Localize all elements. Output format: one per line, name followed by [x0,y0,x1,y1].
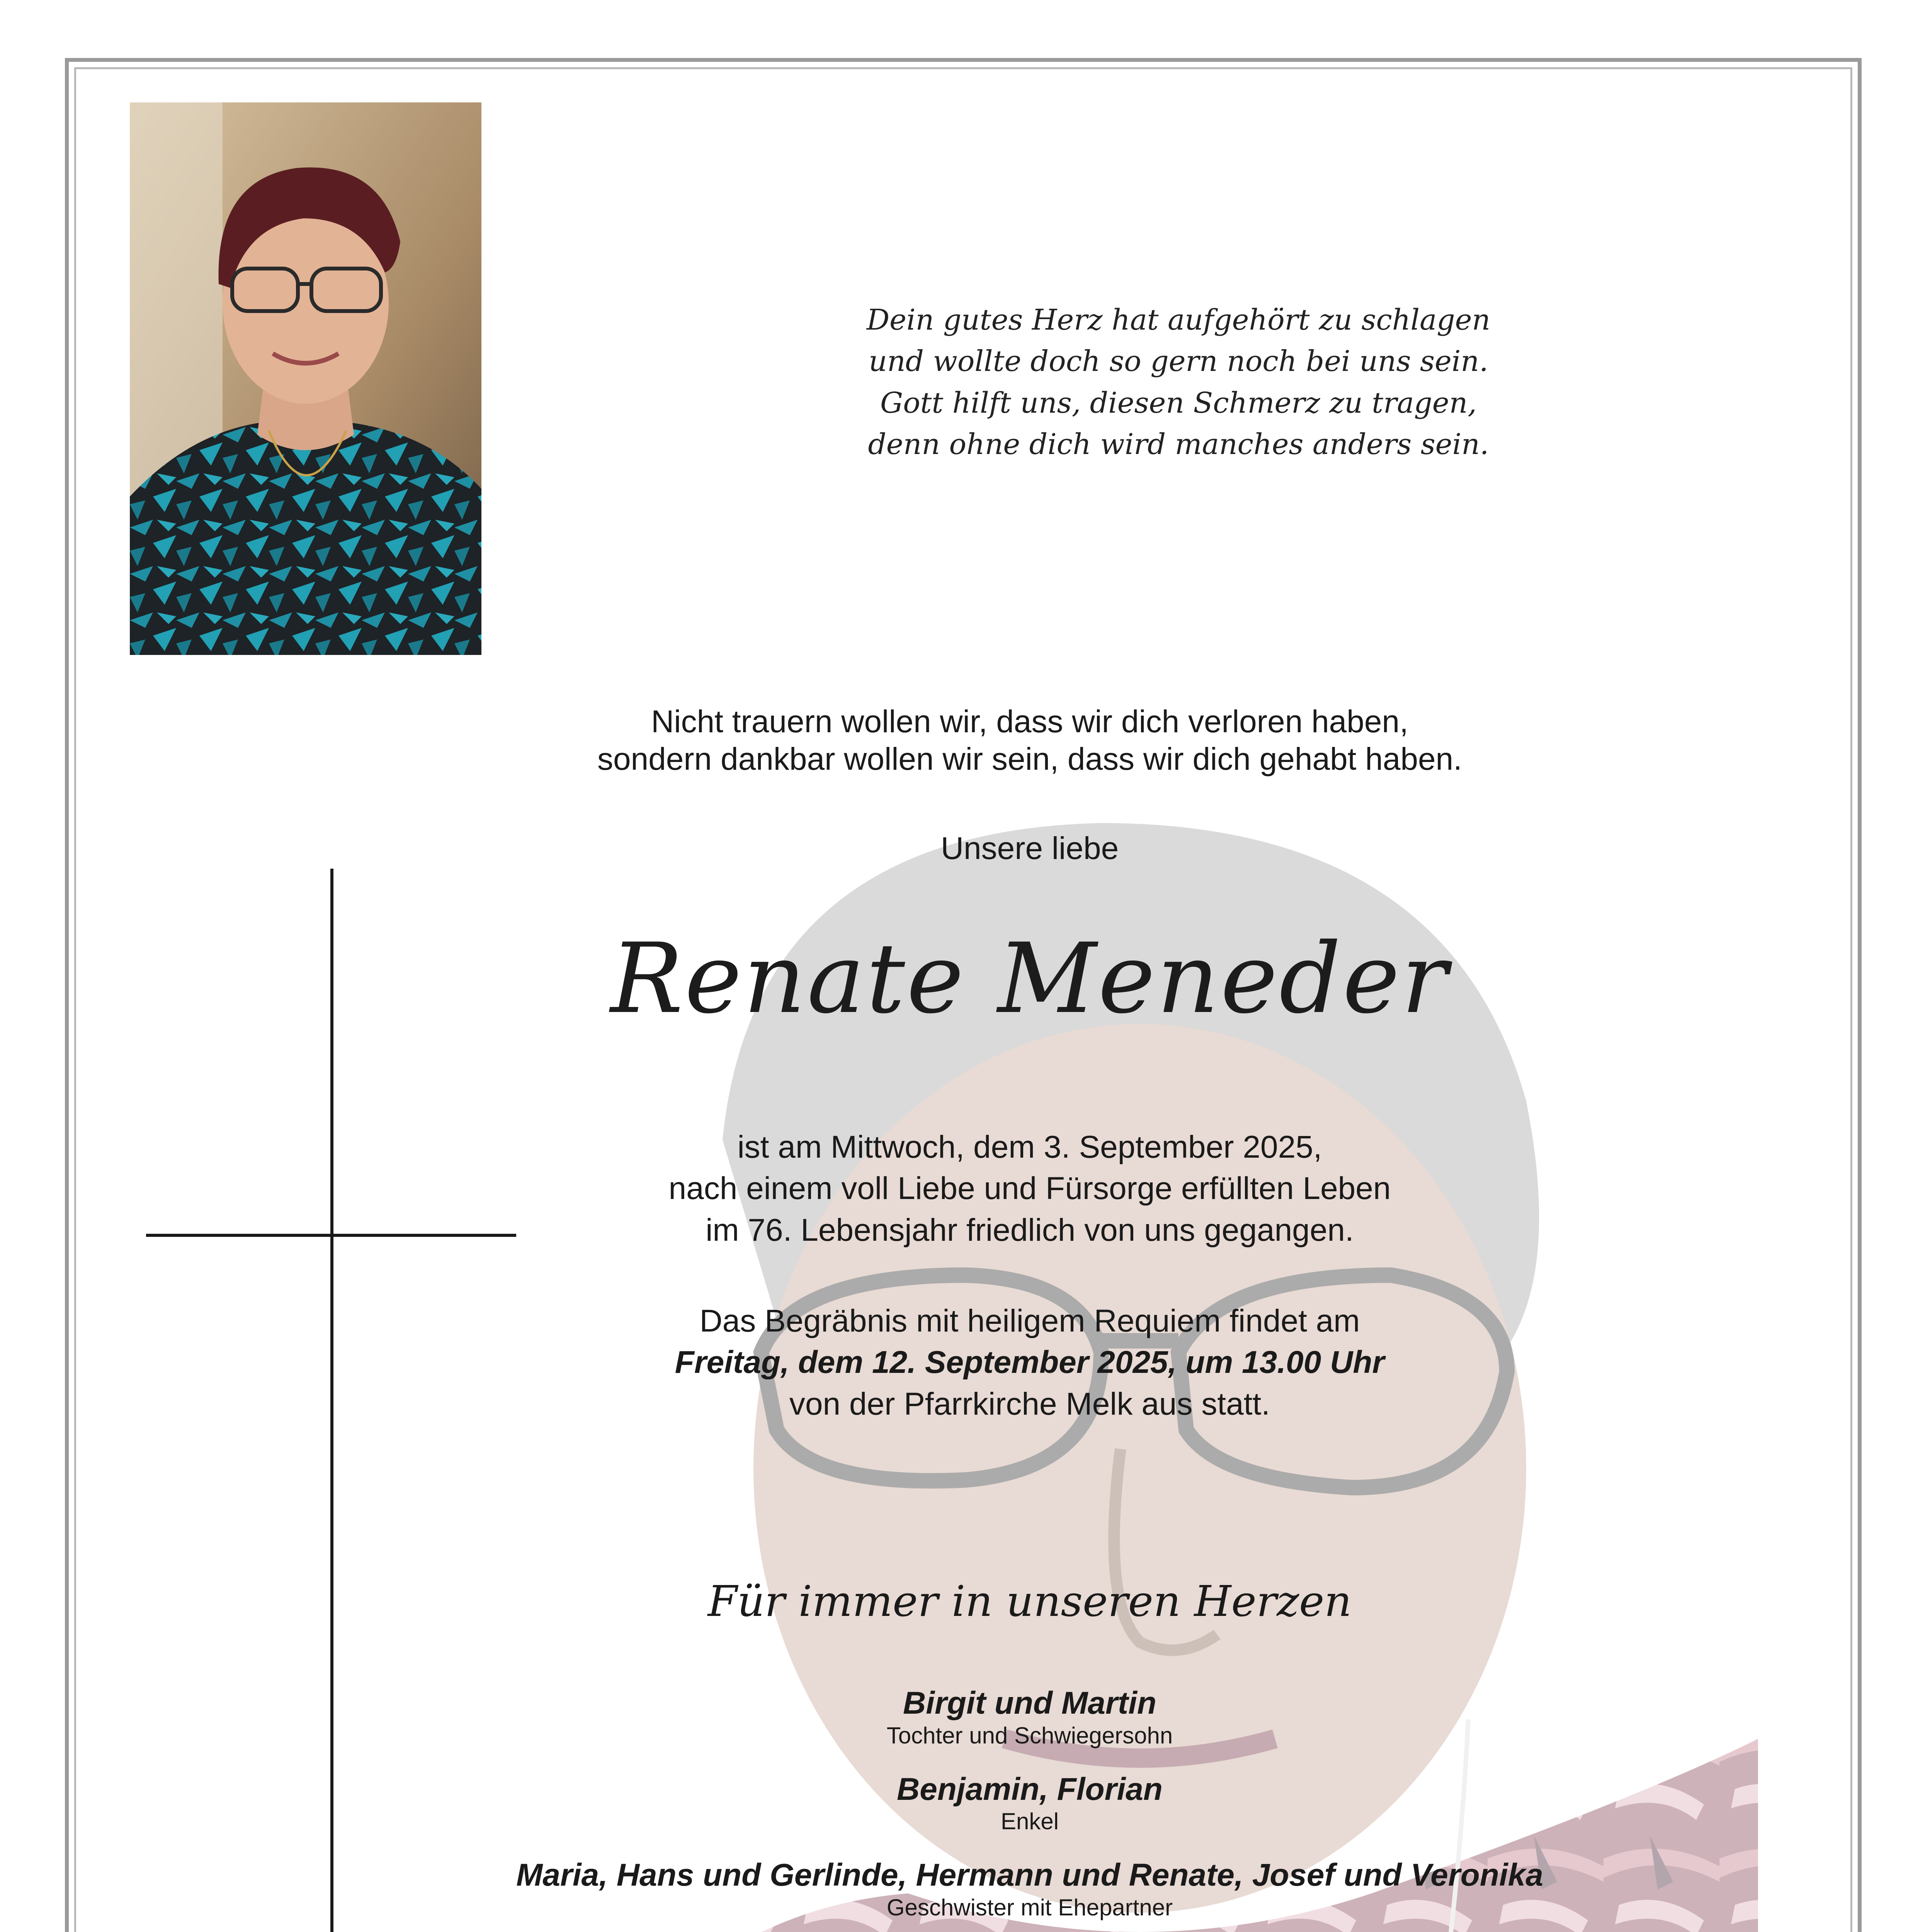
death-line: im 76. Lebensjahr friedlich von uns gegangen. [706,1212,1354,1248]
poem-line: denn ohne dich wird manches anders sein. [868,427,1489,461]
poem [773,299,1584,465]
mourner-relation: Enkel [1000,1808,1059,1835]
cross-vertical-bar [330,869,333,1932]
forever-heading: Für immer in unseren Herzen [707,1577,1352,1626]
mourner-group [386,1771,1673,1836]
funeral-date: Freitag, dem 12. September 2025, um 13.00 Uhr [675,1345,1385,1380]
poem-line: und wollte doch so gern noch bei uns sein. [869,345,1488,378]
poem-line: Dein gutes Herz hat aufgehört zu schlagen [866,303,1491,337]
mourner-names: Maria, Hans und Gerlinde, Hermann und Renate, Josef und Veronika [516,1857,1543,1893]
death-line: ist am Mittwoch, dem 3. September 2025, [737,1129,1322,1165]
funeral-line: Das Begräbnis mit heiligem Requiem findet am [699,1303,1360,1338]
funeral-notice [386,1300,1673,1425]
mourner-group [386,1857,1673,1922]
mourner-relation: Tochter und Schwiegersohn [886,1722,1173,1748]
quote-line: Nicht trauern wollen wir, dass wir dich verloren haben, [651,704,1408,739]
portrait-photo [130,102,481,655]
mourner-names: Birgit und Martin [903,1685,1156,1721]
mourner-names: Benjamin, Florian [897,1771,1163,1807]
mourner-group [386,1685,1673,1750]
quote [386,703,1673,778]
poem-line: Gott hilft uns, diesen Schmerz zu tragen, [880,386,1477,420]
intro-text: Unsere liebe [940,831,1119,866]
mourners-list [386,1685,1673,1932]
death-line: nach einem voll Liebe und Fürsorge erfüllten Leben [668,1171,1391,1206]
quote-line: sondern dankbar wollen wir sein, dass wir dich gehabt haben. [597,741,1462,777]
funeral-line: von der Pfarrkirche Melk aus statt. [789,1386,1270,1422]
deceased-name: Renate Meneder [610,922,1449,1035]
death-notice [386,1126,1673,1251]
mourner-relation: Geschwister mit Ehepartner [886,1894,1173,1920]
